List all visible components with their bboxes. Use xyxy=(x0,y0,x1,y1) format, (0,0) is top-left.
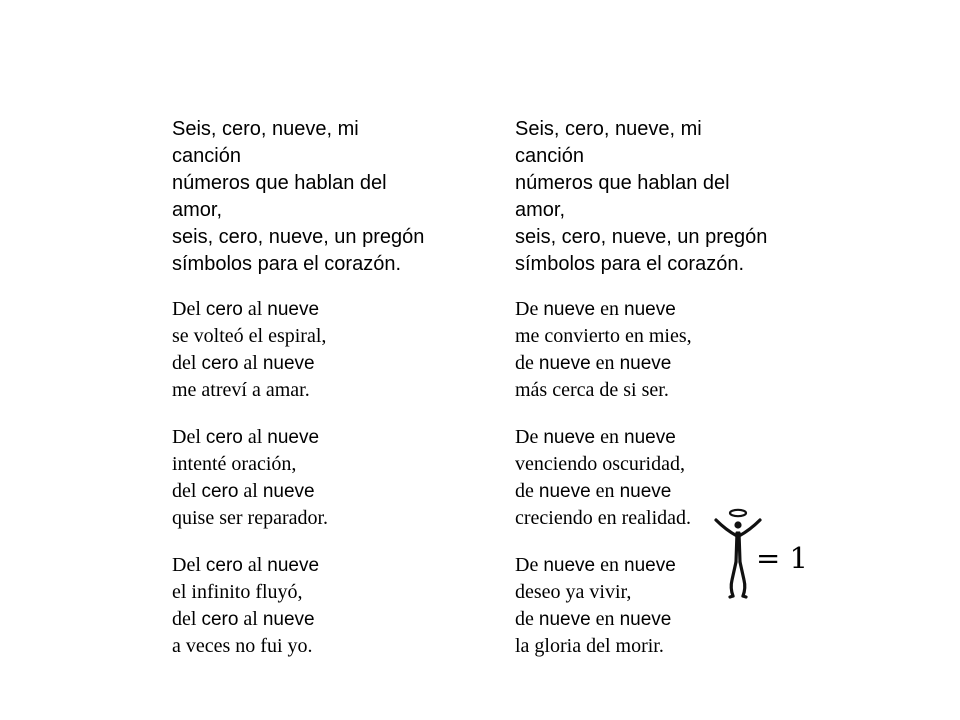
word: De xyxy=(515,554,539,576)
chorus-line: canción xyxy=(172,145,241,167)
word: nueve xyxy=(267,427,320,448)
word: cero xyxy=(201,609,239,630)
chorus-line: amor, xyxy=(172,199,223,221)
word: nueve xyxy=(262,481,315,502)
left-column xyxy=(172,116,472,680)
word: de xyxy=(515,480,534,502)
word: en xyxy=(600,298,619,320)
chorus-right xyxy=(515,116,815,278)
stanza-line xyxy=(172,296,472,323)
stanza-line: quise ser reparador. xyxy=(172,507,329,529)
word: De xyxy=(515,298,539,320)
word: nueve xyxy=(543,427,596,448)
chorus-line: Seis, cero, nueve, mi xyxy=(515,118,702,140)
word: nueve xyxy=(543,555,596,576)
word: en xyxy=(595,480,615,502)
stanza-line: deseo ya vivir, xyxy=(515,581,632,603)
word: nueve xyxy=(619,609,672,630)
word: De xyxy=(515,426,539,448)
word: Del xyxy=(172,426,201,448)
word: nueve xyxy=(262,609,315,630)
word: cero xyxy=(205,555,243,576)
word: nueve xyxy=(624,299,676,320)
stanza-line: me convierto en mies, xyxy=(515,325,692,347)
stanza-line: la gloria del morir. xyxy=(515,635,664,657)
chorus-line: seis, cero, nueve, un pregón xyxy=(172,226,425,248)
stanza-left-1 xyxy=(172,296,472,404)
stanza-line: intenté oración, xyxy=(172,453,297,475)
word: en xyxy=(595,352,615,374)
word: en xyxy=(600,554,619,576)
word: de xyxy=(515,352,534,374)
word: cero xyxy=(201,481,239,502)
chorus-line: números que hablan del xyxy=(172,172,387,194)
word: al xyxy=(243,480,258,502)
word: Del xyxy=(172,554,201,576)
word: nueve xyxy=(538,481,591,502)
stanza-line: me atreví a amar. xyxy=(172,379,310,401)
stanza-line xyxy=(515,606,815,633)
word: del xyxy=(172,608,197,630)
word: nueve xyxy=(538,609,591,630)
chorus-line: números que hablan del xyxy=(515,172,730,194)
word: al xyxy=(247,298,263,320)
stanza-right-2 xyxy=(515,424,815,532)
right-column xyxy=(515,116,815,680)
stanza-line xyxy=(172,552,472,579)
word: nueve xyxy=(619,481,672,502)
word: al xyxy=(243,352,258,374)
word: del xyxy=(172,480,197,502)
chorus-line: amor, xyxy=(515,199,566,221)
stanza-line xyxy=(172,478,472,505)
chorus-line: símbolos para el corazón. xyxy=(172,253,402,275)
word: del xyxy=(172,352,197,374)
word: cero xyxy=(201,353,239,374)
stanza-line: venciendo oscuridad, xyxy=(515,453,685,475)
word: Del xyxy=(172,298,201,320)
word: nueve xyxy=(538,353,591,374)
stanza-line xyxy=(515,296,815,323)
stanza-line: el infinito fluyó, xyxy=(172,581,303,603)
word: cero xyxy=(205,427,243,448)
stanza-line: se volteó el espiral, xyxy=(172,325,327,347)
word: nueve xyxy=(624,427,676,448)
stanza-line xyxy=(172,424,472,451)
stanza-line xyxy=(172,350,472,377)
stanza-line: creciendo en realidad. xyxy=(515,507,692,529)
chorus-line: símbolos para el corazón. xyxy=(515,253,745,275)
word: en xyxy=(595,608,615,630)
stanza-line: a veces no fui yo. xyxy=(172,635,313,657)
stanza-left-2 xyxy=(172,424,472,532)
chorus-left xyxy=(172,116,472,278)
word: nueve xyxy=(267,299,320,320)
stanza-left-3 xyxy=(172,552,472,660)
chorus-line: canción xyxy=(515,145,584,167)
stanza-line: más cerca de si ser. xyxy=(515,379,669,401)
equals-one-label: = 1 xyxy=(756,541,808,575)
stanza-line xyxy=(515,350,815,377)
word: en xyxy=(600,426,619,448)
word: nueve xyxy=(543,299,596,320)
chorus-line: seis, cero, nueve, un pregón xyxy=(515,226,768,248)
word: al xyxy=(243,608,258,630)
word: nueve xyxy=(267,555,320,576)
stanza-line xyxy=(515,478,815,505)
word: de xyxy=(515,608,534,630)
word: al xyxy=(247,554,263,576)
word: al xyxy=(247,426,263,448)
chorus-line: Seis, cero, nueve, mi xyxy=(172,118,359,140)
word: nueve xyxy=(262,353,315,374)
word: nueve xyxy=(624,555,676,576)
word: cero xyxy=(205,299,243,320)
stanza-line xyxy=(515,424,815,451)
word: nueve xyxy=(619,353,672,374)
stanza-right-1 xyxy=(515,296,815,404)
stanza-line xyxy=(172,606,472,633)
